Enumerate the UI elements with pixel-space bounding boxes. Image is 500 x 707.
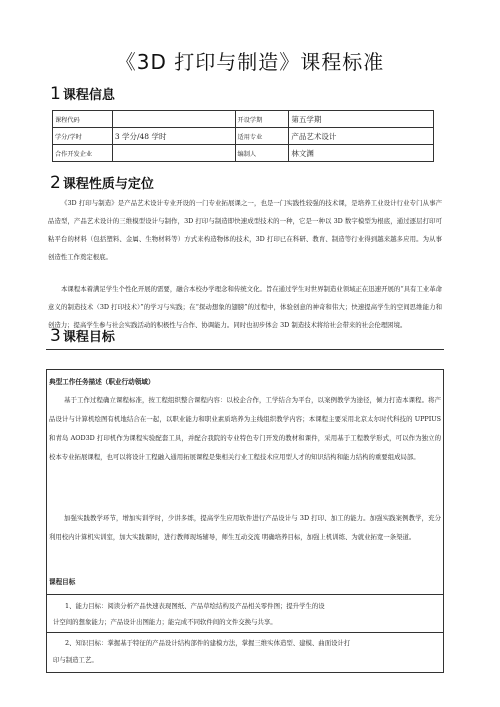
goals-paragraph-1: 基于工作过程确立课程标准，按工程组织整合课程内容：以校企合作，工学结合为平台，以案例教学为途径，倾力打造本课程。将产品设计与计算机绘图有机地结合在一起，以职业能力和职业素质培养为主线组织教学内容；本课程主要采用北京太尔时代科技的 UPPIUS 和青岛 AOD3D 打印机作为课程实验配套工具，并配合我院的专业特色专门开发的教材和课件，采用基于工程教学形式，可以作为独立的校本专业拓展课程，也可以将设计工程融入通用拓展课程是集相关行业工程技术应用型人才的知识结构和能力结构的重要组成局部。 <box>49 396 441 461</box>
task-description-heading: 典型工作任务描述（职业行动领域） <box>49 378 155 386</box>
semester-label: 开设学期 <box>235 111 289 128</box>
table-row <box>53 128 434 145</box>
major-value: 产品艺术设计 <box>289 128 434 145</box>
divider <box>47 594 443 595</box>
credits-label: 学分/学时 <box>53 128 113 145</box>
course-code-label: 课程代码 <box>53 111 113 128</box>
author-value: 林文渊 <box>289 145 434 162</box>
section-title: 课程信息 <box>62 88 115 103</box>
section-heading-1 <box>50 84 115 104</box>
section-number: 2 <box>50 173 61 193</box>
objective-item-1-line-2: 计空间的想象能力；产品设计出图能力；能完成不同软件间的文件交换与共享。 <box>53 618 277 626</box>
course-code-value <box>112 111 235 128</box>
objectives-heading: 课程目标 <box>49 578 76 586</box>
objective-item-2-line-1: 2、知识目标：掌握基于特征的产品设计结构部件的建模方法，掌握三维实体造型、建模、曲面设计打 <box>65 639 351 647</box>
author-label: 编制人 <box>235 145 289 162</box>
section-heading-3 <box>50 326 115 346</box>
objective-item-1-line-1: 1、能力目标：阅读分析产品快速表现图纸、产品草绘结构及产品相关零件图；提升学生的设 <box>65 602 325 610</box>
course-goals-box <box>46 369 444 673</box>
table-row <box>53 111 434 128</box>
course-info-table <box>52 110 434 162</box>
table-row <box>53 145 434 162</box>
section-title: 课程目标 <box>62 330 115 345</box>
goals-paragraph-2: 加强实践教学环节，增加实训学时，少讲多练，提高学生应用软件进行产品设计与 3D 打印、加工的能力。加强实践案例教学，充分利用校内计算机实训室，加大实践课时，进行教师现场辅导，师生互动交流 明确培养目标，加强上机训练、为就业拓宽一条渠道。 <box>49 514 441 541</box>
divider <box>46 349 444 350</box>
company-label: 合作开发企业 <box>53 145 113 162</box>
divider <box>47 632 443 633</box>
document-title: 《3D 打印与制造》课程标准 <box>115 50 385 74</box>
credits-value: 3 学分/48 学时 <box>112 128 235 145</box>
major-label: 适用专业 <box>235 128 289 145</box>
nature-paragraph-1: 《3D 打印与制造》是产品艺术设计专业开设的一门专业拓展课之一，也是一门实践性较强的技术课，是培养工业设计行业专门从事产品造型，产品艺术设计的三维模型设计与制作，3D 打印与制造即快速成型技术的一种，它是一种以 3D 数字模型为根底，通过逐层打印可粘平台的材料（包括塑料、金属、生物材料等）方式来构造物体的技术，3D 打印已在科研、教育、制造等行业得到越来越多应用。为从事创造性工作奠定根底。 <box>48 199 442 261</box>
section-number: 3 <box>50 326 61 346</box>
company-value <box>112 145 235 162</box>
nature-paragraph-2: 本课程本着满足学生个性化开展的需要，融合本校办学理念和传统文化。旨在通过学生对世界制造业领域正在迅速开展的“具有工业革命意义的制造技术（3D 打印技术）”的学习与实践；在“探动想象的翅膀”的过程中，体验创意的神奇和伟大；快速提高学生的空间思维能力和创造力；提高学生参与社会实践活动的积极性与合作、协调能力。同时也初步体会 3D 制造技术将给社会带来的社会伦理困境。 <box>48 285 442 329</box>
semester-value: 第五学期 <box>289 111 434 128</box>
section-title: 课程性质与定位 <box>62 177 154 192</box>
section-heading-2 <box>50 173 154 193</box>
section-number: 1 <box>50 84 61 104</box>
objective-item-2-line-2: 印与制造工艺。 <box>53 656 98 664</box>
